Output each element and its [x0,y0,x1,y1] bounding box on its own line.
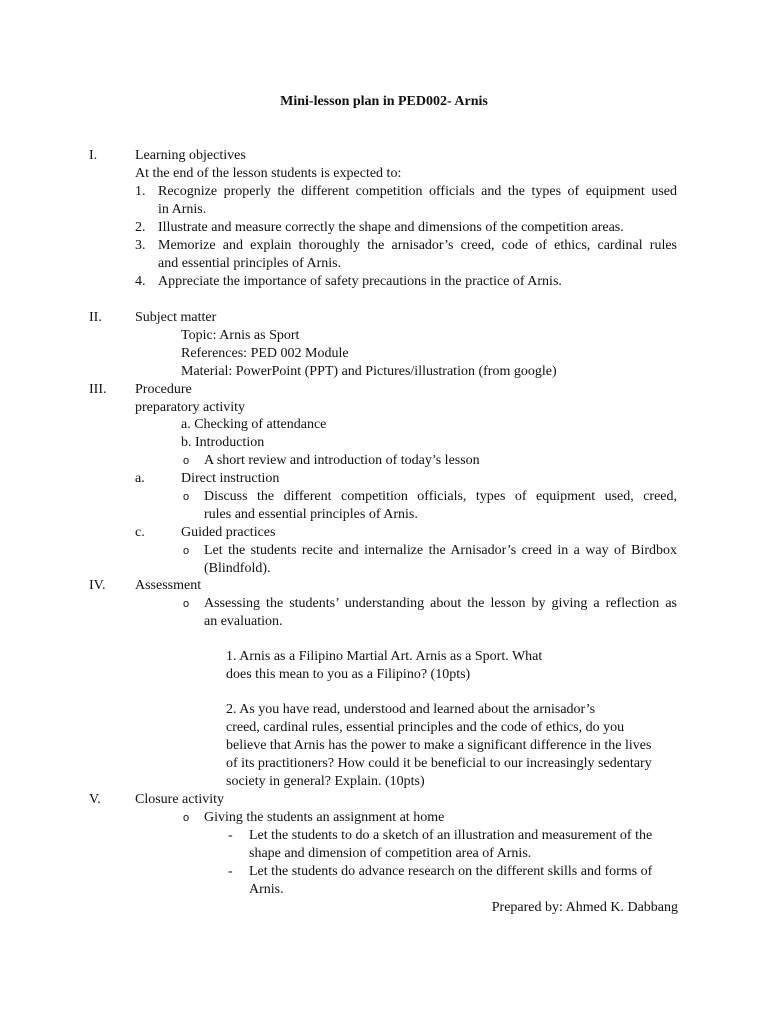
objective-1-text-cont: in Arnis. [158,202,207,217]
question-1-line-2: does this mean to you as a Filipino? (10pts) [226,667,471,682]
bullet-icon: o [183,455,190,467]
introduction-bullet-text: A short review and introduction of today’s lesson [204,453,480,468]
direct-instruction-label: Direct instruction [181,471,280,486]
section-1-heading: Learning objectives [135,148,246,163]
dash-icon: - [228,864,233,879]
question-2-line-5: society in general? Explain. (10pts) [226,774,425,789]
section-2-number: II. [89,310,102,325]
direct-instruction-bullet-cont: rules and essential principles of Arnis. [204,507,418,522]
bullet-icon: o [183,598,190,610]
question-1-line-1: 1. Arnis as a Filipino Martial Art. Arnis as a Sport. What [226,649,543,664]
section-5-number: V. [89,792,101,807]
subject-references: References: PED 002 Module [181,346,349,361]
guided-practices-letter: c. [135,525,145,540]
direct-instruction-bullet-text: Discuss the different competition officials, types of equipment used, creed, [204,489,677,504]
assessment-bullet-cont: an evaluation. [204,614,283,629]
section-5-heading: Closure activity [135,792,225,807]
objective-3-text: Memorize and explain thoroughly the arnisador’s creed, code of ethics, cardinal rules [158,238,677,253]
bullet-icon: o [183,812,190,824]
section-4-number: IV. [89,578,106,593]
section-3-heading: Procedure [135,382,192,397]
guided-practices-bullet-cont: (Blindfold). [204,561,271,576]
objective-2-number: 2. [135,220,146,235]
assessment-bullet-text: Assessing the students’ understanding about the lesson by giving a reflection as [204,596,677,611]
preparatory-activity-label: preparatory activity [135,400,246,415]
objective-1-number: 1. [135,184,146,199]
introduction-label: b. Introduction [181,435,265,450]
objective-4-number: 4. [135,274,146,289]
section-3-number: III. [89,382,107,397]
section-1-number: I. [89,148,98,163]
question-2-line-2: creed, cardinal rules, essential principles and the code of ethics, do you [226,720,625,735]
subject-topic: Topic: Arnis as Sport [181,328,300,343]
section-2-heading: Subject matter [135,310,217,325]
closure-bullet-text: Giving the students an assignment at home [204,810,445,825]
prepared-by: Prepared by: Ahmed K. Dabbang [491,900,678,915]
bullet-icon: o [183,545,190,557]
objective-3-number: 3. [135,238,146,253]
direct-instruction-letter: a. [135,471,145,486]
bullet-icon: o [183,491,190,503]
checking-attendance: a. Checking of attendance [181,417,327,432]
document-title: Mini-lesson plan in PED002- Arnis [280,94,488,109]
section-1-intro: At the end of the lesson students is expected to: [135,166,402,181]
closure-dash-2-line-1: Let the students do advance research on the different skills and forms of [249,864,653,879]
section-4-heading: Assessment [135,578,202,593]
guided-practices-bullet-text: Let the students recite and internalize the Arnisador’s creed in a way of Birdbox [204,543,677,558]
objective-4-text: Appreciate the importance of safety precautions in the practice of Arnis. [158,274,562,289]
subject-material: Material: PowerPoint (PPT) and Pictures/illustration (from google) [181,364,557,379]
question-2-line-3: believe that Arnis has the power to make a significant difference in the lives [226,738,652,753]
objective-1-text: Recognize properly the different competition officials and the types of equipment used [158,184,677,199]
question-2-line-1: 2. As you have read, understood and learned about the arnisador’s [226,702,596,717]
closure-dash-1-line-1: Let the students to do a sketch of an illustration and measurement of the [249,828,653,843]
dash-icon: - [228,828,233,843]
question-2-line-4: of its practitioners? How could it be beneficial to our increasingly sedentary [226,756,652,771]
guided-practices-label: Guided practices [181,525,276,540]
closure-dash-2-line-2: Arnis. [249,882,284,897]
objective-2-text: Illustrate and measure correctly the shape and dimensions of the competition areas. [158,220,624,235]
closure-dash-1-line-2: shape and dimension of competition area of Arnis. [249,846,532,861]
objective-3-text-cont: and essential principles of Arnis. [158,256,342,271]
